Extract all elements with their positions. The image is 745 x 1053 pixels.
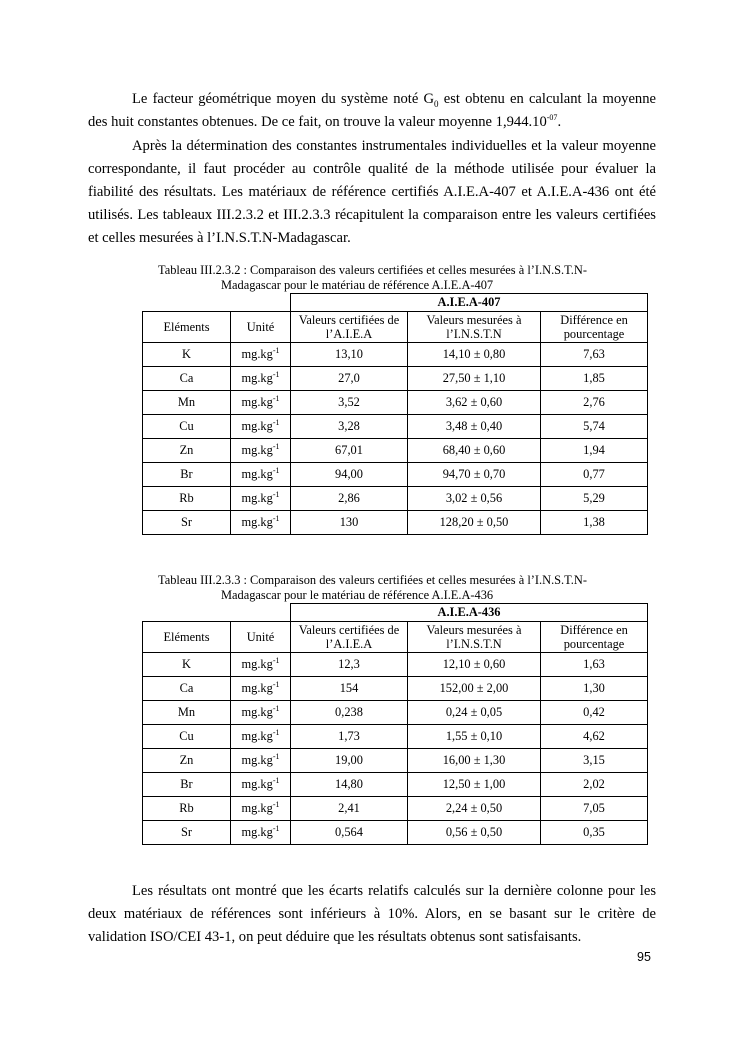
difference-cell: 1,30 xyxy=(541,677,648,701)
p1-text-a: Le facteur géométrique moyen du système noté G xyxy=(132,91,435,107)
table-1-reference-row xyxy=(143,294,648,312)
unit-base: mg.kg xyxy=(241,681,273,696)
unit-base: mg.kg xyxy=(241,657,273,672)
header-certifiees: Valeurs certifiées de l’A.I.E.A xyxy=(291,622,408,653)
table-2-body xyxy=(143,604,648,845)
unit-cell xyxy=(231,439,291,463)
unit-exponent: -1 xyxy=(272,680,280,690)
header-difference: Différence en pourcentage xyxy=(541,622,648,653)
unit-cell xyxy=(231,701,291,725)
table-2-reference: A.I.E.A-436 xyxy=(291,604,648,622)
difference-cell: 0,35 xyxy=(541,821,648,845)
difference-cell: 1,85 xyxy=(541,367,648,391)
unit-base: mg.kg xyxy=(241,395,273,410)
unit-cell xyxy=(231,367,291,391)
p1-text-end: . xyxy=(557,114,562,130)
difference-cell: 7,63 xyxy=(541,343,648,367)
p3-text: Les résultats ont montré que les écarts relatifs calculés sur la dernière colonne pour les deux matériaux de références sont inférieurs à 10%. Alors, en se basant sur le critère de validation ISO/CEI 43-1, on peut déduire que les résultats obtenus sont satisfaisants. xyxy=(88,883,656,945)
unit-cell xyxy=(231,391,291,415)
p1-text-b: est obtenu en calculant la moyenne des huit constantes obtenues. De ce fait, on trouve la valeur moyenne 1,944.10 xyxy=(88,91,656,130)
table-row xyxy=(143,439,648,463)
certified-value-cell: 27,0 xyxy=(291,367,408,391)
table-1-header-row xyxy=(143,312,648,343)
unit-exponent: -1 xyxy=(272,394,280,404)
element-cell: Ca xyxy=(143,677,231,701)
table-1-caption xyxy=(158,263,648,292)
measured-value-cell: 68,40 ± 0,60 xyxy=(408,439,541,463)
table-row xyxy=(143,677,648,701)
table-2-reference-row xyxy=(143,604,648,622)
unit-base: mg.kg xyxy=(241,729,273,744)
table-row xyxy=(143,511,648,535)
certified-value-cell: 67,01 xyxy=(291,439,408,463)
unit-exponent: -1 xyxy=(272,442,280,452)
unit-cell xyxy=(231,511,291,535)
unit-base: mg.kg xyxy=(241,801,273,816)
table-row xyxy=(143,725,648,749)
unit-cell xyxy=(231,415,291,439)
measured-value-cell: 0,24 ± 0,05 xyxy=(408,701,541,725)
p1-superscript: -07 xyxy=(546,113,558,123)
element-cell: Sr xyxy=(143,821,231,845)
table-1-reference: A.I.E.A-407 xyxy=(291,294,648,312)
table-row xyxy=(143,797,648,821)
unit-exponent: -1 xyxy=(272,466,280,476)
header-mesurees: Valeurs mesurées à l’I.N.S.T.N xyxy=(408,312,541,343)
header-elements: Eléments xyxy=(143,622,231,653)
unit-cell xyxy=(231,725,291,749)
header-unite: Unité xyxy=(231,622,291,653)
certified-value-cell: 154 xyxy=(291,677,408,701)
certified-value-cell: 0,564 xyxy=(291,821,408,845)
certified-value-cell: 19,00 xyxy=(291,749,408,773)
element-cell: Zn xyxy=(143,749,231,773)
table-row xyxy=(143,343,648,367)
certified-value-cell: 0,238 xyxy=(291,701,408,725)
unit-exponent: -1 xyxy=(272,656,280,666)
unit-cell xyxy=(231,487,291,511)
page-number: 95 xyxy=(637,950,651,964)
measured-value-cell: 2,24 ± 0,50 xyxy=(408,797,541,821)
certified-value-cell: 94,00 xyxy=(291,463,408,487)
difference-cell: 7,05 xyxy=(541,797,648,821)
unit-base: mg.kg xyxy=(241,491,273,506)
unit-exponent: -1 xyxy=(272,346,280,356)
unit-base: mg.kg xyxy=(241,515,273,530)
comparison-table-407 xyxy=(142,293,648,535)
difference-cell: 0,77 xyxy=(541,463,648,487)
measured-value-cell: 0,56 ± 0,50 xyxy=(408,821,541,845)
header-certifiees: Valeurs certifiées de l’A.I.E.A xyxy=(291,312,408,343)
certified-value-cell: 12,3 xyxy=(291,653,408,677)
element-cell: Br xyxy=(143,463,231,487)
element-cell: K xyxy=(143,653,231,677)
difference-cell: 4,62 xyxy=(541,725,648,749)
difference-cell: 1,38 xyxy=(541,511,648,535)
unit-exponent: -1 xyxy=(272,728,280,738)
table-2-blank-cell xyxy=(143,604,291,622)
element-cell: Cu xyxy=(143,725,231,749)
table-row xyxy=(143,773,648,797)
paragraph-2 xyxy=(88,135,656,250)
table-row xyxy=(143,487,648,511)
table-1-body xyxy=(143,294,648,535)
unit-exponent: -1 xyxy=(272,776,280,786)
certified-value-cell: 2,86 xyxy=(291,487,408,511)
header-difference: Différence en pourcentage xyxy=(541,312,648,343)
element-cell: Br xyxy=(143,773,231,797)
p1-subscript: 0 xyxy=(434,98,439,109)
unit-cell xyxy=(231,773,291,797)
measured-value-cell: 128,20 ± 0,50 xyxy=(408,511,541,535)
measured-value-cell: 3,02 ± 0,56 xyxy=(408,487,541,511)
measured-value-cell: 14,10 ± 0,80 xyxy=(408,343,541,367)
unit-exponent: -1 xyxy=(272,800,280,810)
table-2-caption-line2: Madagascar pour le matériau de référence A.I.E.A-436 xyxy=(221,587,494,602)
difference-cell: 3,15 xyxy=(541,749,648,773)
difference-cell: 5,29 xyxy=(541,487,648,511)
certified-value-cell: 14,80 xyxy=(291,773,408,797)
unit-cell xyxy=(231,463,291,487)
element-cell: Sr xyxy=(143,511,231,535)
difference-cell: 5,74 xyxy=(541,415,648,439)
unit-base: mg.kg xyxy=(241,467,273,482)
difference-cell: 0,42 xyxy=(541,701,648,725)
table-row xyxy=(143,653,648,677)
unit-exponent: -1 xyxy=(272,370,280,380)
paragraph-3 xyxy=(88,880,656,949)
table-row xyxy=(143,821,648,845)
measured-value-cell: 3,48 ± 0,40 xyxy=(408,415,541,439)
element-cell: Ca xyxy=(143,367,231,391)
element-cell: Zn xyxy=(143,439,231,463)
certified-value-cell: 3,28 xyxy=(291,415,408,439)
header-unite: Unité xyxy=(231,312,291,343)
element-cell: K xyxy=(143,343,231,367)
unit-cell xyxy=(231,343,291,367)
table-row xyxy=(143,415,648,439)
paragraph-1 xyxy=(88,88,656,134)
table-2-caption xyxy=(158,573,648,602)
unit-exponent: -1 xyxy=(272,418,280,428)
measured-value-cell: 16,00 ± 1,30 xyxy=(408,749,541,773)
certified-value-cell: 1,73 xyxy=(291,725,408,749)
unit-exponent: -1 xyxy=(272,824,280,834)
comparison-table-436 xyxy=(142,603,648,845)
measured-value-cell: 1,55 ± 0,10 xyxy=(408,725,541,749)
table-1-caption-line1: Tableau III.2.3.2 : Comparaison des valeurs certifiées et celles mesurées à l’I.N.S.T.N- xyxy=(158,263,587,277)
table-1-blank-cell xyxy=(143,294,291,312)
measured-value-cell: 3,62 ± 0,60 xyxy=(408,391,541,415)
unit-cell xyxy=(231,797,291,821)
header-elements: Eléments xyxy=(143,312,231,343)
element-cell: Rb xyxy=(143,487,231,511)
table-row xyxy=(143,749,648,773)
difference-cell: 1,63 xyxy=(541,653,648,677)
element-cell: Rb xyxy=(143,797,231,821)
table-2-header-row xyxy=(143,622,648,653)
measured-value-cell: 27,50 ± 1,10 xyxy=(408,367,541,391)
measured-value-cell: 152,00 ± 2,00 xyxy=(408,677,541,701)
difference-cell: 2,76 xyxy=(541,391,648,415)
unit-exponent: -1 xyxy=(272,514,280,524)
unit-exponent: -1 xyxy=(272,490,280,500)
certified-value-cell: 2,41 xyxy=(291,797,408,821)
unit-base: mg.kg xyxy=(241,753,273,768)
unit-base: mg.kg xyxy=(241,419,273,434)
table-row xyxy=(143,701,648,725)
unit-base: mg.kg xyxy=(241,347,273,362)
unit-cell xyxy=(231,653,291,677)
element-cell: Mn xyxy=(143,391,231,415)
certified-value-cell: 13,10 xyxy=(291,343,408,367)
unit-cell xyxy=(231,749,291,773)
certified-value-cell: 130 xyxy=(291,511,408,535)
element-cell: Mn xyxy=(143,701,231,725)
unit-base: mg.kg xyxy=(241,443,273,458)
unit-cell xyxy=(231,677,291,701)
measured-value-cell: 12,50 ± 1,00 xyxy=(408,773,541,797)
unit-base: mg.kg xyxy=(241,777,273,792)
table-1-caption-line2: Madagascar pour le matériau de référence A.I.E.A-407 xyxy=(221,277,494,292)
table-row xyxy=(143,463,648,487)
element-cell: Cu xyxy=(143,415,231,439)
p2-text: Après la détermination des constantes instrumentales individuelles et la valeur moyenne correspondante, il faut procéder au contrôle qualité de la méthode utilisée pour évaluer la fiabilité des résultats. Les matériaux de référence certifiés A.I.E.A-407 et A.I.E.A-436 ont été utilisés. Les tableaux III.2.3.2 et III.2.3.3 récapitulent la comparaison entre les valeurs certifiées et celles mesurées à l’I.N.S.T.N-Madagascar. xyxy=(88,138,656,246)
unit-base: mg.kg xyxy=(241,371,273,386)
unit-base: mg.kg xyxy=(241,705,273,720)
unit-exponent: -1 xyxy=(272,752,280,762)
certified-value-cell: 3,52 xyxy=(291,391,408,415)
unit-exponent: -1 xyxy=(272,704,280,714)
unit-base: mg.kg xyxy=(241,825,273,840)
difference-cell: 2,02 xyxy=(541,773,648,797)
measured-value-cell: 94,70 ± 0,70 xyxy=(408,463,541,487)
header-mesurees: Valeurs mesurées à l’I.N.S.T.N xyxy=(408,622,541,653)
difference-cell: 1,94 xyxy=(541,439,648,463)
table-row xyxy=(143,367,648,391)
measured-value-cell: 12,10 ± 0,60 xyxy=(408,653,541,677)
table-row xyxy=(143,391,648,415)
table-2-caption-line1: Tableau III.2.3.3 : Comparaison des valeurs certifiées et celles mesurées à l’I.N.S.T.N- xyxy=(158,573,587,587)
unit-cell xyxy=(231,821,291,845)
